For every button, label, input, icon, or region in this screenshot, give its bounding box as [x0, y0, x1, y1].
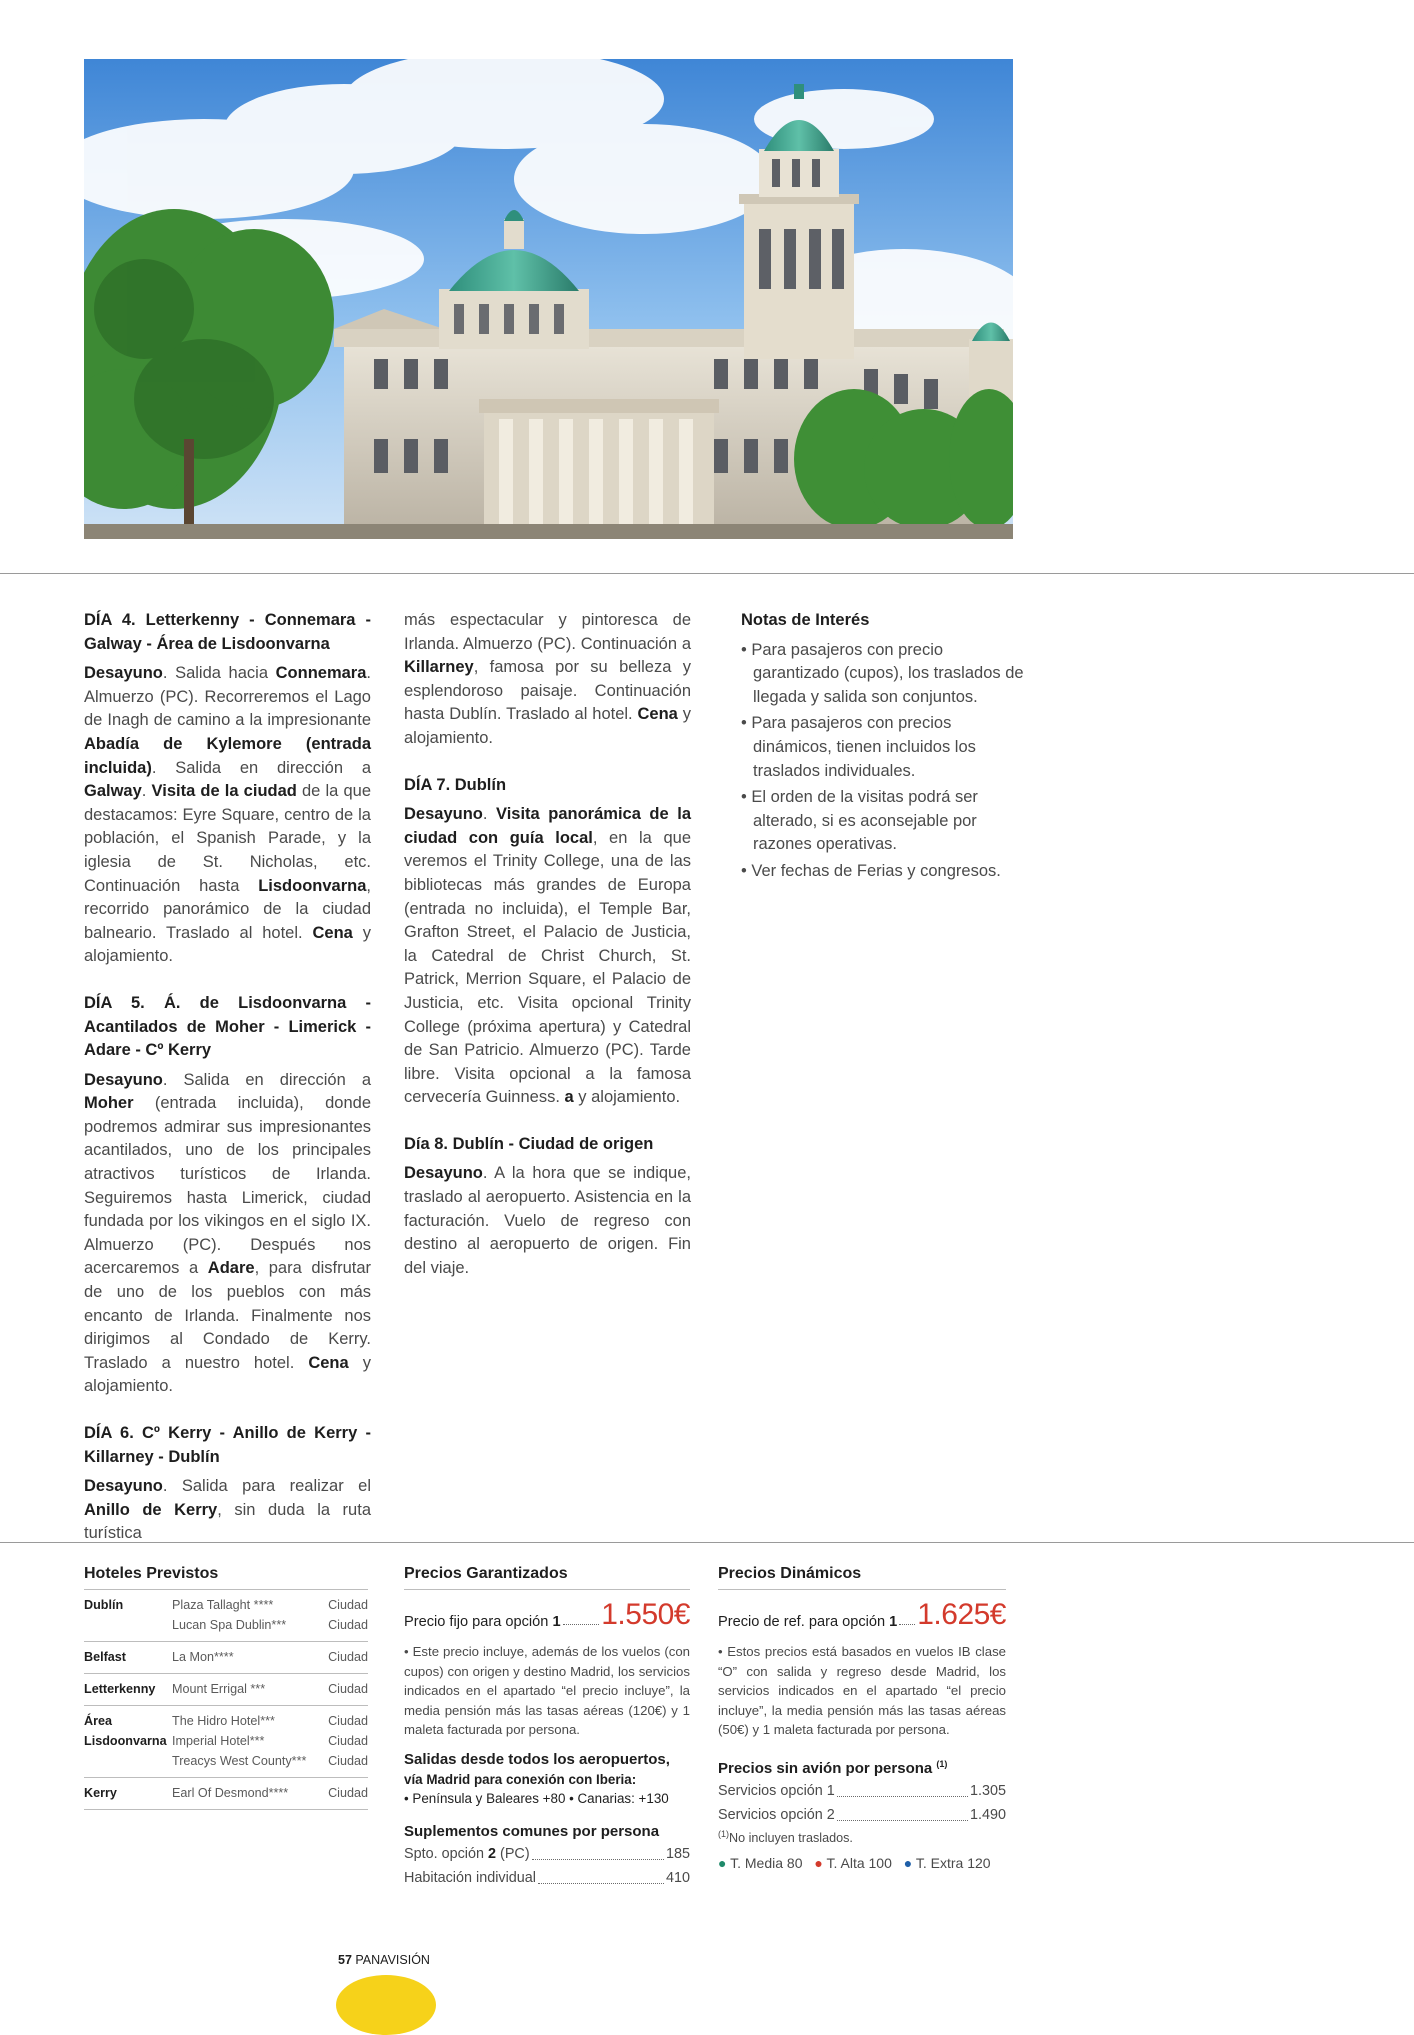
note-item: • El orden de la visitas podrá ser alterado, si es aconsejable por razones operativas. [741, 786, 1031, 857]
hotel-location: Ciudad [328, 1754, 368, 1768]
dynamic-price-note: • Estos precios está basados en vuelos IB clase “O” con salida y regreso desde Madrid, los servicios indicados en el apartado “el precio incluye”, la media pensión más las tasas aéreas (50€) y 1 maleta facturada por persona. [718, 1644, 1006, 1738]
dynamic-title: Precios Dinámicos [718, 1565, 1006, 1590]
supplement-value: 185 [665, 1845, 690, 1862]
notes-list [741, 639, 1031, 884]
season-item: ● T. Extra 120 [903, 1855, 991, 1872]
no-flight-row: Servicios opción 1 1.305 [718, 1779, 1006, 1803]
hotel-location: Ciudad [328, 1598, 368, 1612]
day-5-title: DÍA 5. Á. de Lisdoonvarna - Acantilados de Moher - Limerick - Adare - Cº Kerry [84, 993, 371, 1060]
itinerary-column-1 [84, 609, 371, 1546]
no-flight-row: Servicios opción 2 1.490 [718, 1803, 1006, 1827]
day-7-body: Desayuno. Visita panorámica de la ciudad con guía local, en la que veremos el Trinity College, una de las bibliotecas más grandes de Europa (entrada no incluida), el Temple Bar, Grafton Street, el Palacio de Justicia, la Catedral de Christ Church, St. Patrick, Merrion Square, el Palacio de Justicia, etc. Visita opcional Trinity College (próxima apertura) y Catedral de San Patricio. Almuerzo (PC). Tarde libre. Visita opcional a la famosa cervecería Guinness. a y alojamiento. [404, 805, 691, 1107]
page-number: 57 [338, 1953, 352, 1967]
dynamic-prices-panel [718, 1565, 1006, 1871]
day-6-title: DÍA 6. Cº Kerry - Anillo de Kerry - Killarney - Dublín [84, 1424, 371, 1466]
hotel-city: Kerry [84, 1786, 117, 1800]
guaranteed-prices-panel [404, 1565, 690, 1890]
supplement-row: Spto. opción 2 (PC) 185 [404, 1842, 690, 1866]
no-flight-title: Precios sin avión por persona $^{(1)}$ [718, 1758, 948, 1777]
itinerary-column-2 [404, 609, 691, 1303]
hotel-location: Ciudad [328, 1734, 368, 1748]
hotels-title: Hoteles Previstos [84, 1565, 368, 1590]
hotel-group-belfast [84, 1642, 368, 1674]
hotel-name: Mount Errigal *** [172, 1682, 266, 1696]
guaranteed-title: Precios Garantizados [404, 1565, 690, 1590]
supplements-title: Suplementos comunes por persona [404, 1822, 660, 1840]
day-6-body-continued: más espectacular y pintoresca de Irlanda. Almuerzo (PC). Continuación a Killarney, famosa por su belleza y esplendoroso paisaje. Continuación hasta Dublín. Traslado al hotel. Cena y alojamiento. [404, 611, 691, 747]
day-8-title: Día 8. Dublín - Ciudad de origen [404, 1134, 654, 1153]
hotel-city: Área Lisdoonvarna [84, 1714, 167, 1748]
day-8-body: Desayuno. A la hora que se indique, traslado al aeropuerto. Asistencia en la facturación. Vuelo de regreso con destino al aeropuerto de origen. Fin del viaje. [404, 1164, 691, 1277]
divider-top [0, 573, 1414, 574]
brand-name: PANAVISIÓN [355, 1953, 430, 1967]
hotel-location: Ciudad [328, 1682, 368, 1696]
hotel-location: Ciudad [328, 1714, 368, 1728]
note-item: • Para pasajeros con precios dinámicos, tienen incluidos los traslados individuales. [741, 712, 1031, 783]
hotel-name: Imperial Hotel*** [172, 1734, 265, 1748]
dynamic-price-line [718, 1600, 1006, 1630]
season-dot-icon: ● [718, 1855, 727, 1872]
note-item: • Para pasajeros con precio garantizado (cupos), los traslados de llegada y salida son conjuntos. [741, 639, 1031, 710]
divider-bottom [0, 1542, 1414, 1543]
season-item: ● T. Alta 100 [814, 1855, 892, 1872]
season-dot-icon: ● [903, 1855, 913, 1872]
hotel-group-lisdoonvarna [84, 1706, 368, 1778]
hotel-location: Ciudad [328, 1650, 368, 1664]
day-7-title: DÍA 7. Dublín [404, 775, 507, 794]
hotel-group-dublin [84, 1590, 368, 1642]
hotel-name: Treacys West County*** [172, 1754, 307, 1768]
no-flight-value: 1.305 [969, 1782, 1006, 1799]
supplement-row: Habitación individual 410 [404, 1866, 690, 1890]
hotel-location: Ciudad [328, 1618, 368, 1632]
day-4-body: Desayuno. Salida hacia Connemara. Almuerzo (PC). Recorreremos el Lago de Inagh de camino a la impresionante Abadía de Kylemore (entrada incluida). Salida en dirección a Galway. Visita de la ciudad de la que destacamos: Eyre Square, centro de la población, el Spanish Parade, y la iglesia de St. Nicholas, etc. Continuación hasta Lisdoonvarna, recorrido panorámico de la ciudad balneario. Traslado al hotel. Cena y alojamiento. [84, 664, 371, 966]
day-5-body: Desayuno. Salida en dirección a Moher (entrada incluida), donde podremos admirar sus impresionantes acantilados, uno de los principales atractivos turísticos de Irlanda. Seguiremos hasta Limerick, ciudad fundada por los vikingos en el siglo IX. Almuerzo (PC). Después nos acercaremos a Adare, para disfrutar de uno de los pueblos con más encanto de Irlanda. Finalmente nos dirigimos al Condado de Kerry. Traslado a nuestro hotel. Cena y alojamiento. [84, 1070, 371, 1396]
departures-subtitle: vía Madrid para conexión con Iberia: [404, 1771, 637, 1787]
dot-leader [563, 1624, 600, 1625]
hotel-name: Plaza Tallaght **** [172, 1598, 274, 1612]
notes-title: Notas de Interés [741, 611, 870, 629]
guaranteed-price-note: • Este precio incluye, además de los vuelos (con cupos) con origen y destino Madrid, los servicios indicados en el apartado “el precio incluye”, la media pensión más las tasas aéreas (120€) y 1 maleta facturada por persona. [404, 1644, 690, 1738]
hero-photo-city-hall [84, 59, 1013, 539]
hotels-panel [84, 1565, 368, 1810]
guaranteed-price-amount: 1.550€ [601, 1598, 690, 1631]
hotel-name: The Hidro Hotel*** [172, 1714, 275, 1728]
page-footer [338, 1953, 430, 1967]
yellow-badge [336, 1975, 436, 2035]
notes-column [741, 609, 1031, 887]
hotel-group-letterkenny [84, 1674, 368, 1706]
price-label: Precio fijo para opción 1 [404, 1614, 561, 1630]
dynamic-price-amount: 1.625€ [917, 1598, 1006, 1631]
departures-supplements: • Península y Baleares +80 • Canarias: +130 [404, 1790, 669, 1806]
hotel-city: Dublín [84, 1598, 124, 1612]
hotel-city: Letterkenny [84, 1682, 156, 1696]
note-item: • Ver fechas de Ferias y congresos. [741, 860, 1031, 884]
footnote: $^{(1)}$No incluyen traslados. [718, 1828, 853, 1846]
season-dot-icon: ● [814, 1855, 823, 1872]
hotel-group-kerry [84, 1778, 368, 1810]
hotel-city: Belfast [84, 1650, 126, 1664]
hotel-name: La Mon**** [172, 1650, 234, 1664]
day-6-body-start: Desayuno. Salida para realizar el Anillo de Kerry, sin duda la ruta turística [84, 1477, 371, 1543]
departures-title: Salidas desde todos los aeropuertos, [404, 1750, 670, 1768]
guaranteed-price-line [404, 1600, 690, 1630]
supplement-value: 410 [665, 1869, 690, 1886]
city-hall-illustration [84, 59, 1013, 539]
no-flight-value: 1.490 [969, 1806, 1006, 1823]
season-item: ● T. Media 80 [718, 1855, 803, 1872]
season-supplements [718, 1855, 1006, 1871]
hotel-name: Earl Of Desmond**** [172, 1786, 289, 1800]
price-label: Precio de ref. para opción 1 [718, 1614, 898, 1630]
dot-leader [899, 1624, 915, 1625]
day-4-title: DÍA 4. Letterkenny - Connemara - Galway - Área de Lisdoonvarna [84, 611, 371, 653]
hotel-location: Ciudad [328, 1786, 368, 1800]
hotel-name: Lucan Spa Dublin*** [172, 1618, 287, 1632]
